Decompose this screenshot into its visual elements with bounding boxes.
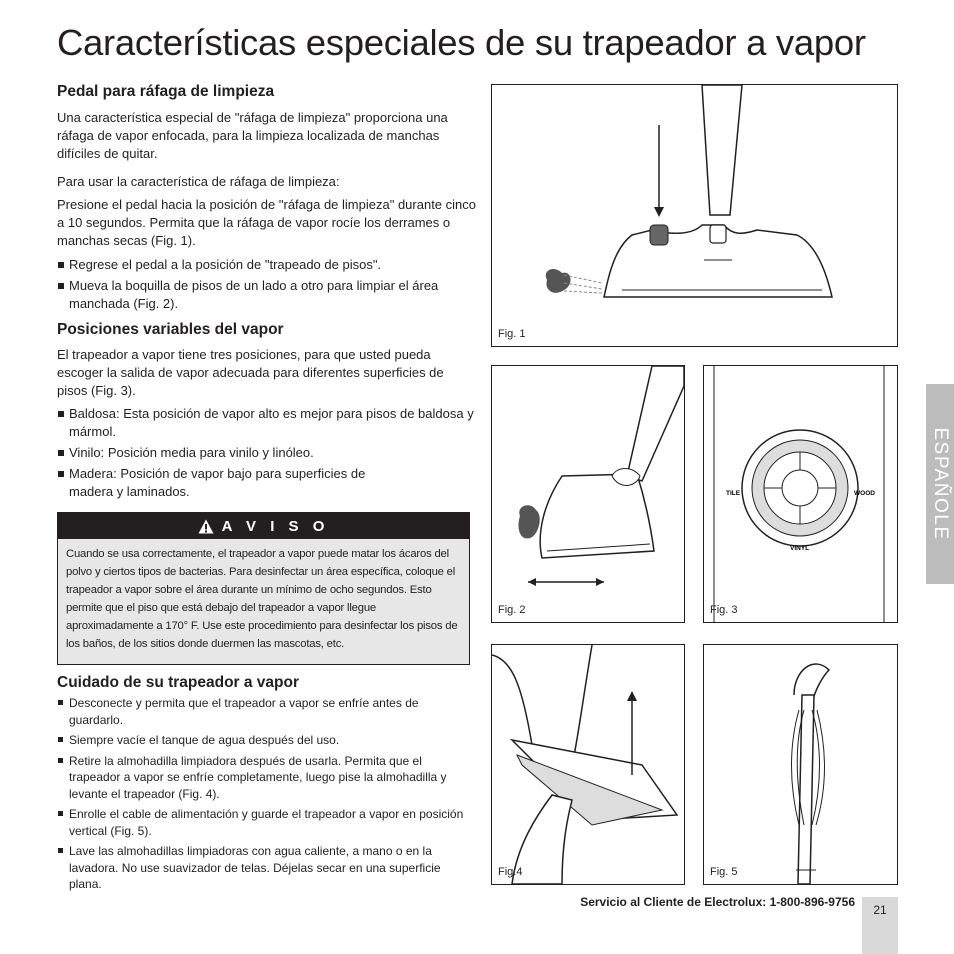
warning-box [57,512,470,665]
list-item [57,465,409,501]
list-item [57,405,482,441]
list-item: Retire la almohadilla limpiadora después de usarla. Permita que el trapeador a vapor se enfríe completamente, luego pise la almohadilla y levante el trapeador (Fig. 4). [57,753,467,803]
setting-term: Baldosa: [69,406,120,421]
figure-label: Fig. 2 [498,604,526,616]
burst-subheading: Para usar la característica de ráfaga de limpieza: [57,174,340,189]
upright-storage-illustration [704,645,897,884]
burst-steps: Presione el pedal hacia la posición de "ráfaga de limpieza" durante cinco a 10 segundos. Permita que la ráfaga de vapor rocíe los derrames o manchas secas (Fig. 1). [57,197,476,248]
language-tab [926,384,954,584]
steam-intro: El trapeador a vapor tiene tres posiciones, para que usted pueda escoger la salida de vapor adecuada para diferentes superficies de pisos (Fig. 3). [57,347,444,398]
list-item: Enrolle el cable de alimentación y guarde el trapeador a vapor en posición vertical (Fig. 5). [57,806,467,839]
floor-nozzle-illustration [492,366,684,622]
warning-text: Cuando se usa correctamente, el trapeador a vapor puede matar los ácaros del polvo y ciertos tipos de bacterias. Para desinfectar un área específica, coloque el trapeador a vapor sobre el área durante un mínimo de ocho segundos. Esto permite que el piso que está debajo del trapeador a vapor llegue aproximadamente a 170° F. Use este procedimiento para desinfectar los pisos de los baños, de los sitios donde duermen las mascotas, etc. [66,548,458,650]
figure-2 [491,365,685,623]
setting-desc: Posición de vapor bajo para superficies de madera y laminados. [69,466,366,499]
dial-label-vinyl: VINYL [790,545,810,552]
figure-label: Fig.4 [498,866,523,878]
burst-bullet-list [57,256,482,313]
customer-service-line: Servicio al Cliente de Electrolux: 1-800-896-9756 [580,895,855,909]
figure-label: Fig. 1 [498,328,526,340]
list-item: Regrese el pedal a la posición de "trapeado de pisos". [57,256,482,274]
figure-1 [491,84,898,347]
list-item: Mueva la boquilla de pisos de un lado a otro para limpiar el área manchada (Fig. 2). [57,277,482,313]
dial-label-tile: TILE [726,490,741,497]
steam-burst-illustration [492,85,897,346]
list-item: Desconecte y permita que el trapeador a vapor se enfríe antes de guardarlo. [57,695,467,728]
dial-label-wood: WOOD [854,490,875,497]
setting-desc: Esta posición de vapor alto es mejor para pisos de baldosa y mármol. [69,406,474,439]
burst-intro: Una característica especial de "ráfaga de limpieza" proporciona una ráfaga de vapor enfocada, para la limpieza localizada de manchas difíciles de quitar. [57,110,448,161]
warning-icon [198,519,214,534]
setting-term: Vinilo: [69,445,105,460]
figure-label: Fig. 3 [710,604,738,616]
page-title: Características especiales de su trapeador a vapor [57,22,866,63]
section-heading-burst: Pedal para ráfaga de limpieza [57,83,275,100]
steam-dial-illustration [704,366,897,622]
figure-4 [491,644,685,885]
setting-term: Madera: [69,466,117,481]
list-item [57,444,482,462]
steam-bullet-list [57,405,482,501]
setting-desc: Posición media para vinilo y linóleo. [107,445,314,460]
page-number-box [862,897,898,954]
section-heading-steam: Posiciones variables del vapor [57,321,284,338]
language-tab-label: ESPAÑOLE [930,427,951,541]
warning-header [58,513,469,539]
list-item: Lave las almohadillas limpiadoras con agua caliente, a mano o en la lavadora. No use suavizador de telas. Déjelas secar en una superficie plana. [57,843,467,893]
figure-label: Fig. 5 [710,866,738,878]
warning-title: A V I S O [221,517,330,535]
section-heading-care: Cuidado de su trapeador a vapor [57,674,300,691]
care-bullet-list [57,695,467,893]
page-number: 21 [873,903,887,917]
list-item: Siempre vacíe el tanque de agua después del uso. [57,732,467,749]
remove-pad-illustration [492,645,684,884]
figure-5 [703,644,898,885]
figure-3 [703,365,898,623]
